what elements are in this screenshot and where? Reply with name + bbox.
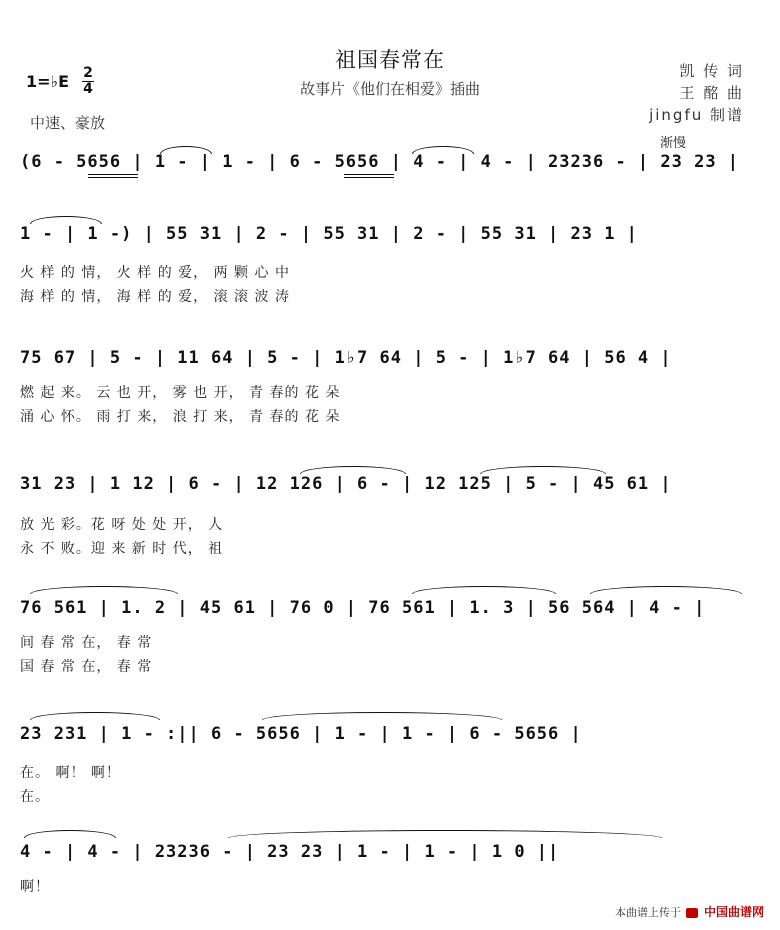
notation-line: 31 23 | 1 12 | 6 - | 12 126 | 6 - | 12 125 | 5 - | 45 61 |	[20, 474, 672, 494]
lyric-verse-1: 间 春 常 在， 春 常	[20, 635, 153, 651]
tie-mark	[228, 830, 662, 838]
tie-mark	[300, 466, 406, 474]
time-signature-top: 2	[83, 65, 93, 81]
notation-line: (6 - 5656 | 1 - | 1 - | 6 - 5656 | 4 - | 4 - | 23236 - | 23 23 |	[20, 152, 740, 172]
tie-mark	[480, 466, 606, 474]
tie-mark	[412, 586, 556, 594]
underline-beam	[88, 174, 138, 175]
tie-mark	[590, 586, 742, 594]
underline-beam	[88, 177, 138, 178]
tie-mark	[30, 586, 178, 594]
lyricist-credit: 凯 传 词	[679, 62, 744, 80]
tie-mark	[30, 712, 160, 720]
site-logo-icon	[686, 908, 698, 918]
tie-mark	[30, 216, 102, 224]
lyric-verse-2: 海 样 的 情， 海 样 的 爱， 滚 滚 波 涛	[20, 289, 290, 305]
lyric-verse-2: 在。	[20, 789, 50, 805]
lyric-verse-2: 国 春 常 在， 春 常	[20, 659, 153, 675]
time-signature-bottom: 4	[83, 81, 93, 97]
key-signature: 1=♭E	[26, 72, 70, 91]
lyric-verse-1: 火 样 的 情， 火 样 的 爱， 两 颗 心 中	[20, 265, 290, 281]
upload-text: 本曲谱上传于	[614, 906, 681, 919]
lyric-verse-1: 在。 啊！ 啊！	[20, 765, 121, 781]
song-title: 祖国春常在	[335, 48, 445, 72]
composer-credit: 王 酩 曲	[679, 84, 744, 102]
lyric-verse-1: 啊！	[20, 879, 50, 895]
tie-mark	[262, 712, 502, 720]
underline-beam	[344, 177, 394, 178]
arranger-credit: jingfu 制谱	[649, 106, 744, 124]
lyric-verse-2: 涌 心 怀。 雨 打 来， 浪 打 来， 青 春的 花 朵	[20, 409, 341, 425]
lyric-verse-2: 永 不 败。迎 来 新 时 代， 祖	[20, 541, 224, 557]
underline-beam	[344, 174, 394, 175]
tie-mark	[24, 830, 116, 838]
notation-line: 76 561 | 1. 2 | 45 61 | 76 0 | 76 561 | 1. 3 | 56 564 | 4 - |	[20, 598, 706, 618]
song-subtitle: 故事片《他们在相爱》插曲	[299, 80, 480, 98]
notation-line: 75 67 | 5 - | 11 64 | 5 - | 1♭7 64 | 5 - | 1♭7 64 | 56 4 |	[20, 348, 672, 368]
ritardando-marking: 渐慢	[660, 136, 687, 151]
time-signature	[82, 66, 94, 97]
lyric-verse-1: 放 光 彩。花 呀 处 处 开， 人	[20, 517, 224, 533]
site-name-link[interactable]: 中国曲谱网	[703, 905, 764, 919]
lyric-verse-1: 燃 起 来。 云 也 开， 雾 也 开， 青 春的 花 朵	[20, 385, 341, 401]
notation-line: 23 231 | 1 - :|| 6 - 5656 | 1 - | 1 - | 6 - 5656 |	[20, 724, 582, 744]
notation-line: 4 - | 4 - | 23236 - | 23 23 | 1 - | 1 - | 1 0 ||	[20, 842, 560, 862]
upload-footer	[615, 903, 764, 920]
notation-line: 1 - | 1 -) | 55 31 | 2 - | 55 31 | 2 - | 55 31 | 23 1 |	[20, 224, 638, 244]
tempo-marking: 中速、豪放	[30, 114, 106, 132]
